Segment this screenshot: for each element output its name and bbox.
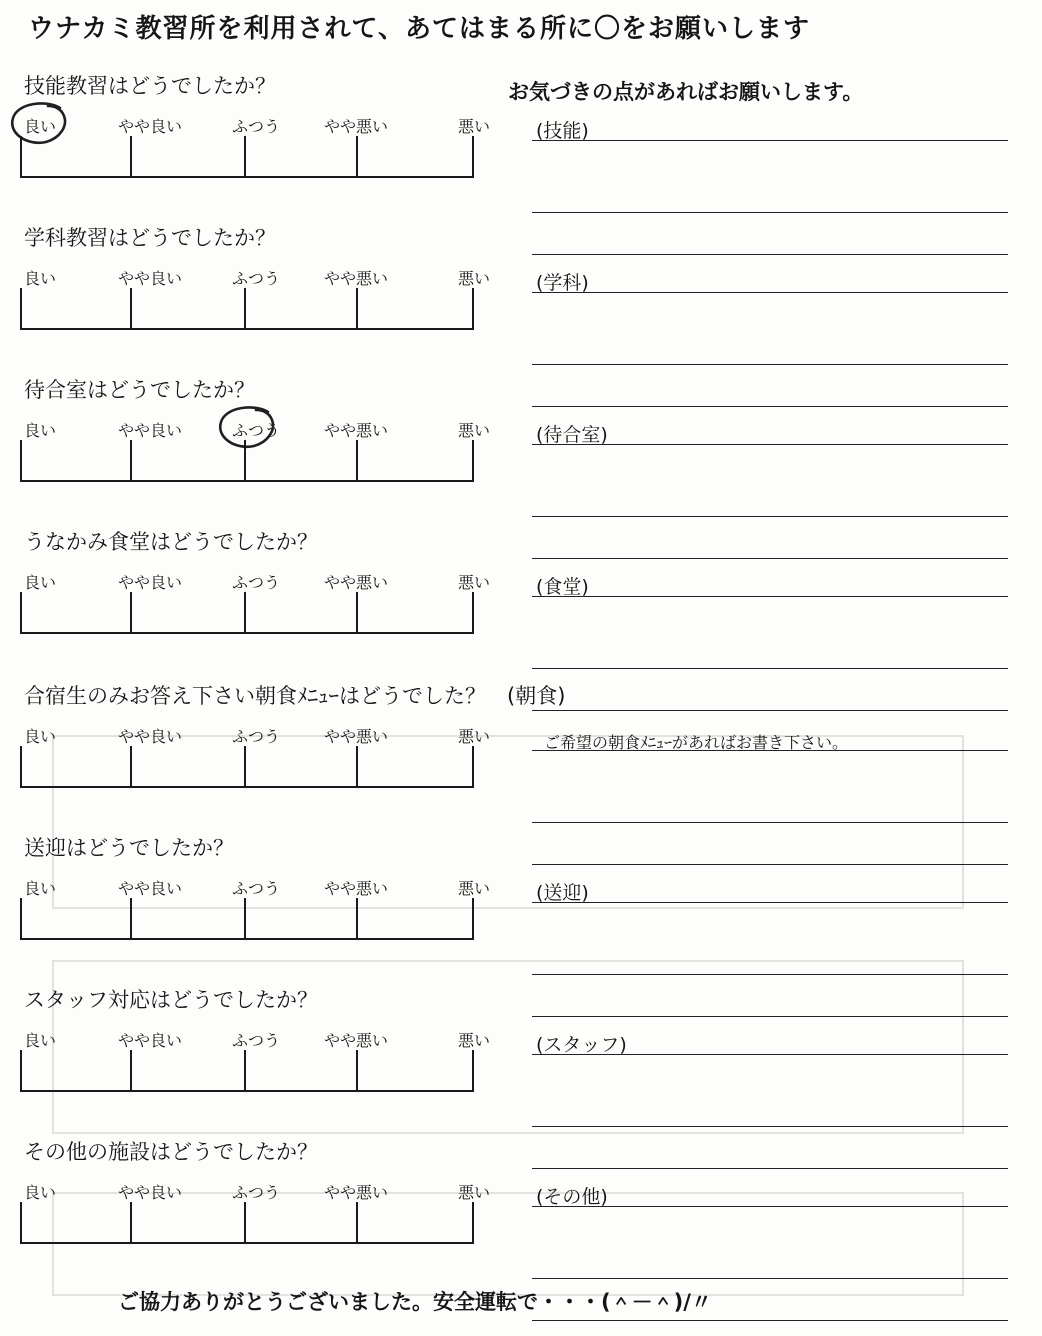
rating-scale (20, 724, 491, 794)
scale-tick (356, 592, 358, 634)
comment-line[interactable] (532, 444, 1008, 445)
scale-tick (356, 1050, 358, 1092)
comment-label: (待合室) (536, 424, 608, 446)
scale-line (20, 592, 474, 634)
scale-option[interactable]: 悪い (458, 727, 491, 746)
rating-scale (20, 266, 491, 336)
scale-tick (472, 592, 474, 634)
scale-option[interactable]: やや悪い (324, 421, 389, 440)
survey-section (0, 832, 1042, 982)
comment-line[interactable] (532, 596, 1008, 597)
survey-section (0, 984, 1042, 1134)
scale-line (20, 1202, 474, 1244)
scale-baseline (20, 328, 474, 330)
question-title: 技能教習はどうでしたか？ (24, 74, 276, 98)
scale-tick (356, 288, 358, 330)
scale-option[interactable]: やや悪い (324, 1183, 389, 1202)
scale-option[interactable]: 悪い (458, 269, 491, 288)
comment-line[interactable] (532, 292, 1008, 293)
scale-tick (20, 440, 22, 482)
scale-option[interactable]: やや良い (118, 1183, 183, 1202)
rating-scale (20, 114, 491, 184)
comment-label: (技能) (536, 120, 589, 142)
closing-message: ご協力ありがとうございました。安全運転で・・・(＾－＾)/〃 (118, 1290, 712, 1314)
scale-tick (244, 1202, 246, 1244)
scale-line (20, 136, 474, 178)
scale-tick (130, 898, 132, 940)
scale-tick (130, 440, 132, 482)
scale-baseline (20, 1242, 474, 1244)
survey-section (0, 526, 1042, 676)
scale-tick (472, 898, 474, 940)
rating-scale (20, 1180, 491, 1250)
scale-option[interactable]: やや悪い (324, 117, 389, 136)
scale-tick (130, 1050, 132, 1092)
comment-line[interactable] (532, 974, 1008, 975)
scale-option[interactable]: やや悪い (324, 269, 389, 288)
scale-option[interactable]: やや良い (118, 573, 183, 592)
scale-tick (130, 746, 132, 788)
scale-tick (20, 746, 22, 788)
question-title: 待合室はどうでしたか？ (24, 378, 255, 402)
scale-baseline (20, 938, 474, 940)
scale-option[interactable]: 良い (24, 727, 57, 746)
scale-option[interactable]: 良い (24, 573, 57, 592)
scale-option[interactable]: 良い (24, 879, 57, 898)
scale-tick (472, 136, 474, 178)
question-title: 合宿生のみお答え下さい朝食ﾒﾆｭｰはどうでした？ (朝食) (24, 684, 566, 708)
scale-option[interactable]: ふつう (232, 1183, 281, 1202)
scale-line (20, 746, 474, 788)
comment-line[interactable] (532, 1054, 1008, 1055)
scale-option[interactable]: やや悪い (324, 1031, 389, 1050)
scale-tick (20, 288, 22, 330)
comment-line[interactable] (532, 516, 1008, 517)
scale-tick (472, 440, 474, 482)
scale-option[interactable]: ふつう (232, 269, 281, 288)
comment-line[interactable] (532, 212, 1008, 213)
scale-tick (20, 592, 22, 634)
scale-tick (20, 1202, 22, 1244)
scale-option[interactable]: やや悪い (324, 727, 389, 746)
comment-line[interactable] (532, 902, 1008, 903)
scale-tick (356, 746, 358, 788)
scale-line (20, 440, 474, 482)
question-title: その他の施設はどうでしたか？ (24, 1140, 318, 1164)
question-title: 送迎はどうでしたか？ (24, 836, 234, 860)
scale-option[interactable]: 良い (24, 269, 57, 288)
scale-tick (130, 288, 132, 330)
scale-option[interactable]: ふつう (232, 727, 281, 746)
scale-option[interactable]: 良い (24, 117, 57, 136)
scale-tick (472, 288, 474, 330)
scale-option[interactable]: やや良い (118, 117, 183, 136)
scale-baseline (20, 1090, 474, 1092)
scale-option[interactable]: ふつう (232, 421, 281, 440)
rating-scale (20, 418, 491, 488)
scale-tick (130, 592, 132, 634)
scale-tick (472, 1202, 474, 1244)
scale-option[interactable]: やや良い (118, 1031, 183, 1050)
comment-header: お気づきの点があればお願いします。 (508, 80, 864, 104)
scale-baseline (20, 786, 474, 788)
scale-option[interactable]: 悪い (458, 573, 491, 592)
scale-tick (244, 288, 246, 330)
question-title: うなかみ食堂はどうでしたか？ (24, 530, 318, 554)
rating-scale (20, 1028, 491, 1098)
scale-tick (356, 898, 358, 940)
scale-option[interactable]: やや悪い (324, 879, 389, 898)
scale-baseline (20, 176, 474, 178)
survey-section (0, 374, 1042, 524)
scale-tick (244, 1050, 246, 1092)
comment-label: (その他) (536, 1186, 608, 1208)
scale-baseline (20, 480, 474, 482)
scale-option[interactable]: やや悪い (324, 573, 389, 592)
scale-tick (244, 592, 246, 634)
page-title: ウナカミ教習所を利用されて、あてはまる所に〇をお願いします (28, 14, 810, 44)
comment-line[interactable] (532, 750, 1008, 751)
survey-section (0, 1136, 1042, 1286)
scale-line (20, 898, 474, 940)
scale-option[interactable]: 良い (24, 421, 57, 440)
scale-line (20, 288, 474, 330)
comment-label: ご希望の朝食ﾒﾆｭｰがあればお書き下さい。 (544, 733, 849, 752)
comment-label: (学科) (536, 272, 589, 294)
scale-line (20, 1050, 474, 1092)
comment-line[interactable] (532, 1320, 1008, 1321)
question-title: 学科教習はどうでしたか？ (24, 226, 276, 250)
question-title: スタッフ対応はどうでしたか？ (24, 988, 318, 1012)
scale-option[interactable]: やや良い (118, 727, 183, 746)
scale-option[interactable]: ふつう (232, 117, 281, 136)
comment-line[interactable] (532, 140, 1008, 141)
scale-tick (356, 1202, 358, 1244)
scale-option[interactable]: 悪い (458, 879, 491, 898)
scale-baseline (20, 632, 474, 634)
scale-tick (472, 1050, 474, 1092)
scale-tick (244, 746, 246, 788)
scale-option[interactable]: 悪い (458, 1183, 491, 1202)
comment-label: (食堂) (536, 576, 589, 598)
comment-label: (送迎) (536, 882, 589, 904)
scale-tick (130, 136, 132, 178)
comment-line[interactable] (532, 668, 1008, 669)
survey-section (0, 222, 1042, 372)
scale-tick (472, 746, 474, 788)
comment-line[interactable] (532, 364, 1008, 365)
scale-option[interactable]: やや良い (118, 269, 183, 288)
comment-label: (スタッフ) (536, 1034, 627, 1056)
rating-scale (20, 570, 491, 640)
scale-option[interactable]: 悪い (458, 1031, 491, 1050)
scale-option[interactable]: 悪い (458, 421, 491, 440)
scale-tick (356, 136, 358, 178)
survey-section (0, 70, 1042, 220)
scale-option[interactable]: 良い (24, 1031, 57, 1050)
comment-line[interactable] (532, 822, 1008, 823)
scale-tick (20, 898, 22, 940)
scale-tick (244, 898, 246, 940)
scale-tick (244, 440, 246, 482)
comment-line[interactable] (532, 1126, 1008, 1127)
scale-option[interactable]: やや良い (118, 879, 183, 898)
scale-option[interactable]: ふつう (232, 573, 281, 592)
scale-option[interactable]: ふつう (232, 879, 281, 898)
scale-option[interactable]: ふつう (232, 1031, 281, 1050)
rating-scale (20, 876, 491, 946)
scale-tick (356, 440, 358, 482)
scale-tick (130, 1202, 132, 1244)
scale-tick (20, 1050, 22, 1092)
scale-tick (20, 136, 22, 178)
comment-line[interactable] (532, 1278, 1008, 1279)
scale-option[interactable]: やや良い (118, 421, 183, 440)
scale-option[interactable]: 悪い (458, 117, 491, 136)
comment-line[interactable] (532, 1206, 1008, 1207)
scale-option[interactable]: 良い (24, 1183, 57, 1202)
scale-tick (244, 136, 246, 178)
survey-section (0, 680, 1042, 830)
